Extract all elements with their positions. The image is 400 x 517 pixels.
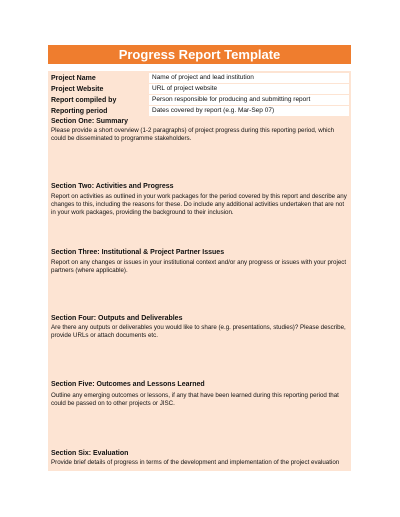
meta-label: Report compiled by (51, 97, 117, 104)
section-three-heading: Section Three: Institutional & Project Partner Issues (51, 249, 225, 256)
meta-value-field[interactable]: Person responsible for producing and submitting report (149, 95, 349, 105)
meta-row-compiled-by (48, 95, 351, 106)
section-two-text[interactable]: Report on activities as outlined in your work packages for the period covered by this report and describe any changes to this, including the reasons for these. Do include any additional activities undertaken that are not in your work packages, providing the background to their inclusion. (51, 193, 347, 216)
meta-row-project-website (48, 84, 351, 95)
meta-label: Project Website (51, 86, 104, 93)
meta-row-project-name (48, 73, 351, 84)
section-one-heading: Section One: Summary (51, 118, 129, 125)
report-body (48, 71, 351, 471)
meta-value-field[interactable]: Dates covered by report (e.g. Mar-Sep 07) (149, 106, 349, 116)
meta-value-field[interactable]: Name of project and lead institution (149, 73, 349, 83)
meta-value-field[interactable]: URL of project website (149, 84, 349, 94)
section-six-text[interactable]: Provide brief details of progress in terms of the development and implementation of the project evaluation (51, 459, 340, 466)
section-four-text[interactable]: Are there any outputs or deliverables you would like to share (e.g. presentations, studies)? Please describe, provide URLs or attach documents etc. (51, 324, 346, 339)
meta-row-reporting-period (48, 106, 351, 117)
meta-label: Project Name (51, 75, 96, 82)
section-four-heading: Section Four: Outputs and Deliverables (51, 315, 183, 322)
document-title: Progress Report Template (48, 45, 351, 64)
section-two-heading: Section Two: Activities and Progress (51, 183, 174, 190)
meta-label: Reporting period (51, 108, 108, 115)
section-three-text[interactable]: Report on any changes or issues in your institutional context and/or any progress or issues with your project partners (where applicable). (51, 259, 347, 274)
section-five-heading: Section Five: Outcomes and Lessons Learned (51, 381, 205, 388)
section-five-text[interactable]: Outline any emerging outcomes or lessons, if any that have been learned during this reporting period that could be passed on to other projects or JISC. (51, 392, 339, 407)
section-six-heading: Section Six: Evaluation (51, 450, 129, 457)
section-one-text[interactable]: Please provide a short overview (1-2 paragraphs) of project progress during this reporting period, which could be disseminated to programme stakeholders. (51, 127, 335, 142)
